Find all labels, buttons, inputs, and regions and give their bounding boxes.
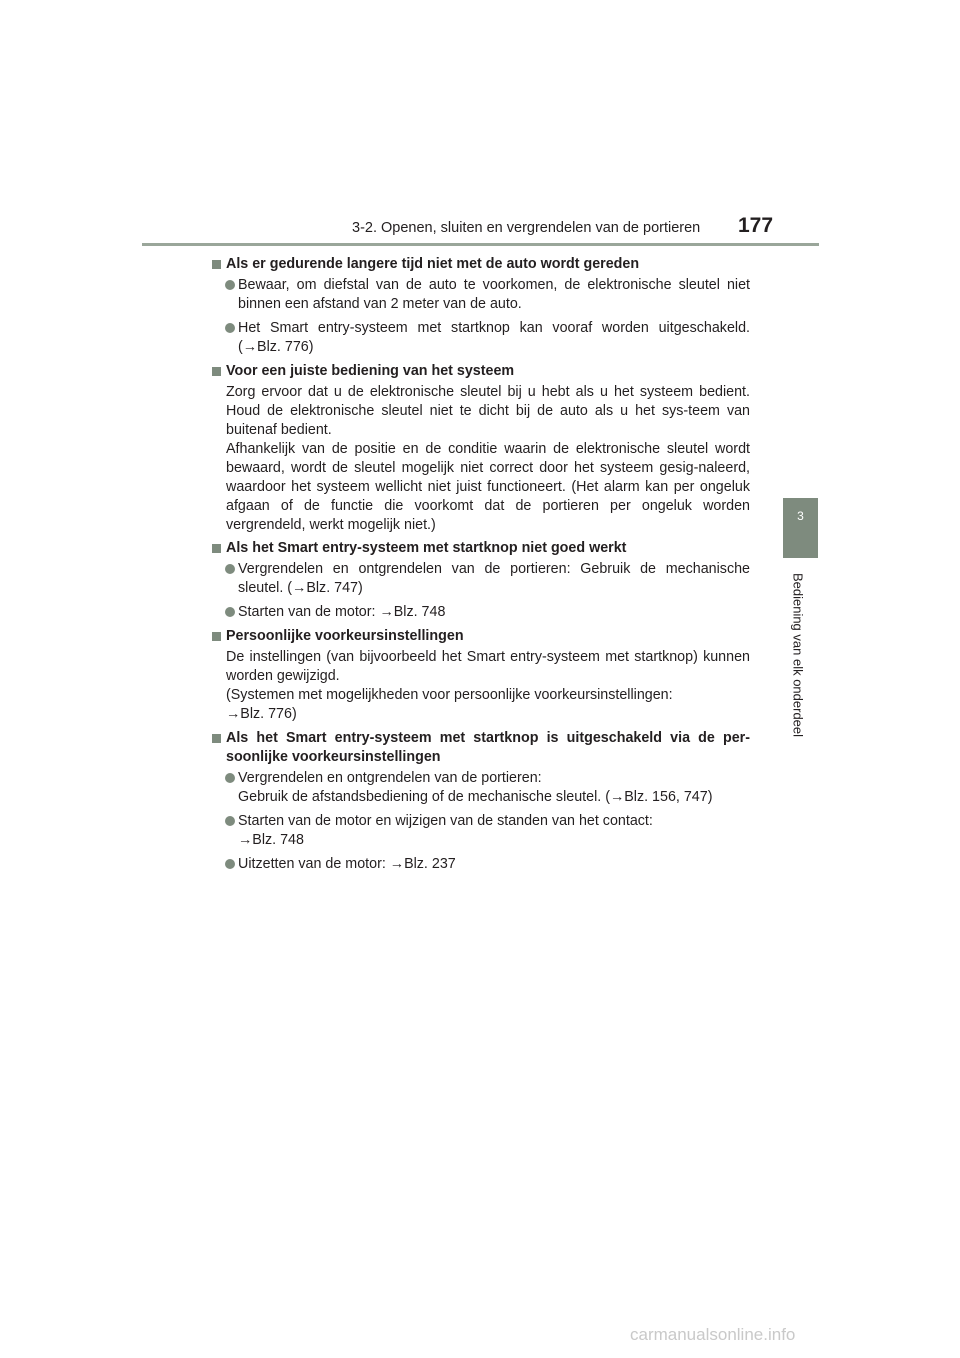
paragraph-text: →Blz. 776) bbox=[226, 706, 297, 722]
bullet-text: Starten van de motor en wijzigen van de standen van het contact: bbox=[238, 813, 653, 829]
chapter-label-text: Bediening van elk onderdeel bbox=[790, 572, 806, 738]
paragraph bbox=[212, 383, 750, 535]
page-number: 177 bbox=[738, 214, 774, 237]
bullet-item bbox=[212, 319, 750, 357]
bullet-item bbox=[212, 560, 750, 598]
bullet-text: Gebruik de afstandsbediening of de mechanische sleutel. (→Blz. 156, 747) bbox=[238, 789, 713, 805]
page-content bbox=[212, 255, 750, 879]
circle-bullet-icon bbox=[225, 564, 235, 574]
bullet-text: Bewaar, om diefstal van de auto te voorkomen, de elektronische sleutel niet binnen een afstand van 2 meter van de auto. bbox=[238, 277, 750, 312]
section-heading bbox=[212, 255, 750, 274]
circle-bullet-icon bbox=[225, 816, 235, 826]
bullet-text: Vergrendelen en ontgrendelen van de portieren: bbox=[238, 770, 542, 786]
bullet-text: →Blz. 748 bbox=[238, 832, 304, 848]
bullet-item bbox=[212, 276, 750, 314]
paragraph-text: (Systemen met mogelijkheden voor persoonlijke voorkeursinstellingen: bbox=[226, 687, 673, 703]
paragraph bbox=[212, 648, 750, 724]
square-bullet-icon bbox=[212, 367, 221, 376]
bullet-item bbox=[212, 855, 750, 874]
chapter-tab bbox=[783, 498, 818, 558]
heading-text: Voor een juiste bediening van het systeem bbox=[226, 363, 515, 379]
bullet-text: Starten van de motor: →Blz. 748 bbox=[238, 604, 446, 620]
bullet-item bbox=[212, 603, 750, 622]
circle-bullet-icon bbox=[225, 280, 235, 290]
bullet-text: Uitzetten van de motor: →Blz. 237 bbox=[238, 856, 456, 872]
square-bullet-icon bbox=[212, 734, 221, 743]
section-heading bbox=[212, 539, 750, 558]
header-title: 3-2. Openen, sluiten en vergrendelen van de portieren bbox=[352, 220, 701, 236]
square-bullet-icon bbox=[212, 632, 221, 641]
square-bullet-icon bbox=[212, 260, 221, 269]
square-bullet-icon bbox=[212, 544, 221, 553]
watermark: carmanualsonline.info bbox=[630, 1325, 796, 1344]
section-long-term-parking bbox=[212, 255, 750, 357]
header-rule bbox=[142, 243, 819, 246]
chapter-tab-label bbox=[787, 560, 809, 750]
heading-text: Als het Smart entry-systeem met startknop niet goed werkt bbox=[226, 540, 627, 556]
section-system-disabled bbox=[212, 729, 750, 874]
heading-text: Persoonlijke voorkeursinstellingen bbox=[226, 628, 464, 644]
section-heading bbox=[212, 627, 750, 646]
paragraph-text: Zorg ervoor dat u de elektronische sleutel bij u hebt als u het systeem bedient. Houd de elektronische sleutel niet te dicht bij de auto als u het sys-teem van buitenaf bedient. bbox=[226, 384, 750, 438]
circle-bullet-icon bbox=[225, 773, 235, 783]
heading-text: Als er gedurende langere tijd niet met de auto wordt gereden bbox=[226, 256, 640, 272]
bullet-text: Vergrendelen en ontgrendelen van de portieren: Gebruik de mechanische sleutel. (→Blz. 747) bbox=[238, 561, 750, 596]
section-heading bbox=[212, 362, 750, 381]
circle-bullet-icon bbox=[225, 323, 235, 333]
bullet-item bbox=[212, 812, 750, 850]
circle-bullet-icon bbox=[225, 859, 235, 869]
section-personal-settings bbox=[212, 627, 750, 724]
bullet-item bbox=[212, 769, 750, 807]
chapter-tab-number: 3 bbox=[797, 509, 804, 523]
heading-text: Als het Smart entry-systeem met startknop is uitgeschakeld via de per-soonlijke voorkeursinstellingen bbox=[226, 730, 750, 765]
section-heading bbox=[212, 729, 750, 767]
section-correct-operation bbox=[212, 362, 750, 539]
paragraph-text: Afhankelijk van de positie en de conditie waarin de elektronische sleutel wordt bewaard, wordt de sleutel mogelijk niet correct door het systeem gesig-naleerd, waardoor het systeem wellicht niet juist functioneert. (Het alarm kan per ongeluk afgaan of de functie die voorkomt dat de portieren per ongeluk worden vergrendeld, werkt mogelijk niet.) bbox=[226, 441, 750, 533]
section-system-malfunction bbox=[212, 539, 750, 622]
circle-bullet-icon bbox=[225, 607, 235, 617]
bullet-text: Het Smart entry-systeem met startknop kan vooraf worden uitgeschakeld. (→Blz. 776) bbox=[238, 320, 750, 355]
paragraph-text: De instellingen (van bijvoorbeeld het Smart entry-systeem met startknop) kunnen worden gewijzigd. bbox=[226, 649, 750, 684]
